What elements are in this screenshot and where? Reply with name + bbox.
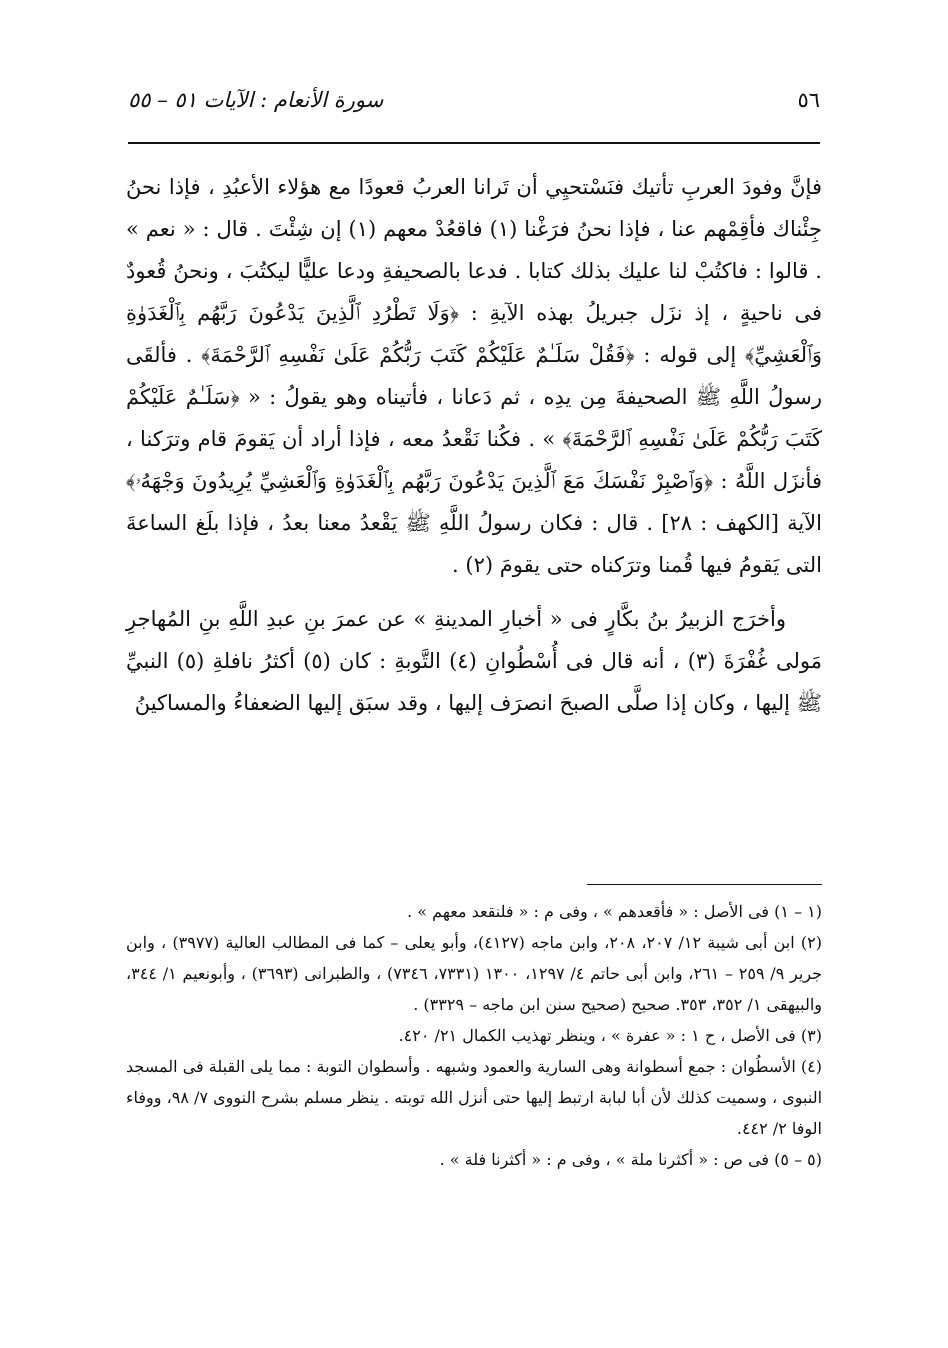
footnote: (٥ – ٥) فى ص : « أكثرنا ملة » ، وفى م : « أكثرنا فلة » . (439, 1150, 822, 1169)
body-paragraph: فإنَّ وفودَ العربِ تأتيك فنَسْتحيِي أن تَرانا العربُ قعودًا مع هؤلاء الأعبُدِ ، فإذا نحنُ جِئْناك فأقِمْهم عنا ، فإذا نحنُ فرَغْنا (١) فاقعُدْ معهم (١) إن شِئْتَ . قال : « نعم » . قالوا : فاكتُبْ لنا عليك بذلك كتابا . فدعا بالصحيفةِ ودعا عليًّا ليكتُبَ ، ونحنُ قُعودٌ فى ناحيةٍ ، إذ نزَل جبريلُ بهذه الآيةِ : ﴿وَلَا تَطْرُدِ ٱلَّذِينَ يَدْعُونَ رَبَّهُم بِٱلْغَدَوٰةِ وَٱلْعَشِيِّ﴾ إلى قوله : ﴿فَقُلْ سَلَـٰمٌ عَلَيْكُمْ كَتَبَ رَبُّكُمْ عَلَىٰ نَفْسِهِ ٱلرَّحْمَةَ﴾ . فألقَى رسولُ اللَّهِ ﷺ الصحيفةَ مِن يدِه ، ثم دَعانا ، فأتيناه وهو يقولُ : « ﴿سَلَـٰمٌ عَلَيْكُمْ كَتَبَ رَبُّكُمْ عَلَىٰ نَفْسِهِ ٱلرَّحْمَةَ﴾ » . فكُنا نَقْعدُ معه ، فإذا أراد أن يَقومَ قام وترَكنا ، فأنزَل اللَّهُ : ﴿وَٱصْبِرْ نَفْسَكَ مَعَ ٱلَّذِينَ يَدْعُونَ رَبَّهُم بِٱلْغَدَوٰةِ وَٱلْعَشِيِّ يُرِيدُونَ وَجْهَهُۥ﴾ الآية [الكهف : ٢٨] . قال : فكان رسولُ اللَّهِ ﷺ يَقْعدُ معنا بعدُ ، فإذا بلَغ الساعةَ التى يَقومُ فيها قُمنا وترَكناه حتى يقومَ (٢) . (126, 175, 823, 577)
paragraph-gap (126, 586, 822, 598)
footnotes (126, 896, 822, 1175)
body-paragraph: وأخرَج الزبيرُ بنُ بكَّارٍ فى « أخبارِ المدينةِ » عن عمرَ بنِ عبدِ اللَّهِ بنِ المُهاجرِ مَولى غُفْرَةَ (٣) ، أنه قال فى أُسْطُوانِ (٤) التَّوبةِ : كان (٥) أكثرُ نافلةِ (٥) النبيِّ ﷺ إليها ، وكان إذا صلَّى الصبحَ انصرَف إليها ، وقد سبَق إليها الضعفاءُ والمساكينُ (126, 607, 822, 715)
page-header (128, 88, 820, 124)
page-number: ٥٦ (797, 88, 820, 112)
footnote: (٣) فى الأصل ، ح ١ : « عفرة » ، وينظر تهذيب الكمال ٢١/ ٤٢٠. (398, 1026, 822, 1045)
header-rule (128, 142, 820, 144)
footnote-rule (587, 884, 822, 885)
footnote: (١ – ١) فى الأصل : « فأقعدهم » ، وفى م : « فلنقعد معهم » . (407, 902, 822, 921)
running-title: سورة الأنعام : الآيات ٥١ – ٥٥ (128, 88, 384, 112)
footnote: (٢) ابن أبى شيبة ١٢/ ٢٠٧، ٢٠٨، وابن ماجه (٤١٢٧)، وأبو يعلى – كما فى المطالب العالية (٣٩٧٧) ، وابن جرير ٩/ ٢٥٩ – ٢٦١، وابن أبى حاتم ٤/ ١٢٩٧، ١٣٠٠ (٧٣٣١، ٧٣٤٦) ، والطبرانى (٣٦٩٣) ، وأبونعيم ١/ ٣٤٤، والبيهقى ١/ ٣٥٢، ٣٥٣. صحيح (صحيح سنن ابن ماجه – ٣٣٢٩) . (126, 933, 823, 1014)
main-text (126, 166, 822, 724)
footnote: (٤) الأسطُوان : جمع أسطوانة وهى السارية والعمود وشبهه . وأسطوان التوبة : مما يلى القبلة فى المسجد النبوى ، وسميت كذلك لأن أبا لبابة ارتبط إليها حتى أنزل الله توبته . ينظر مسلم بشرح النووى ٧/ ٩٨، ووفاء الوفا ٢/ ٤٤٢. (126, 1057, 823, 1138)
